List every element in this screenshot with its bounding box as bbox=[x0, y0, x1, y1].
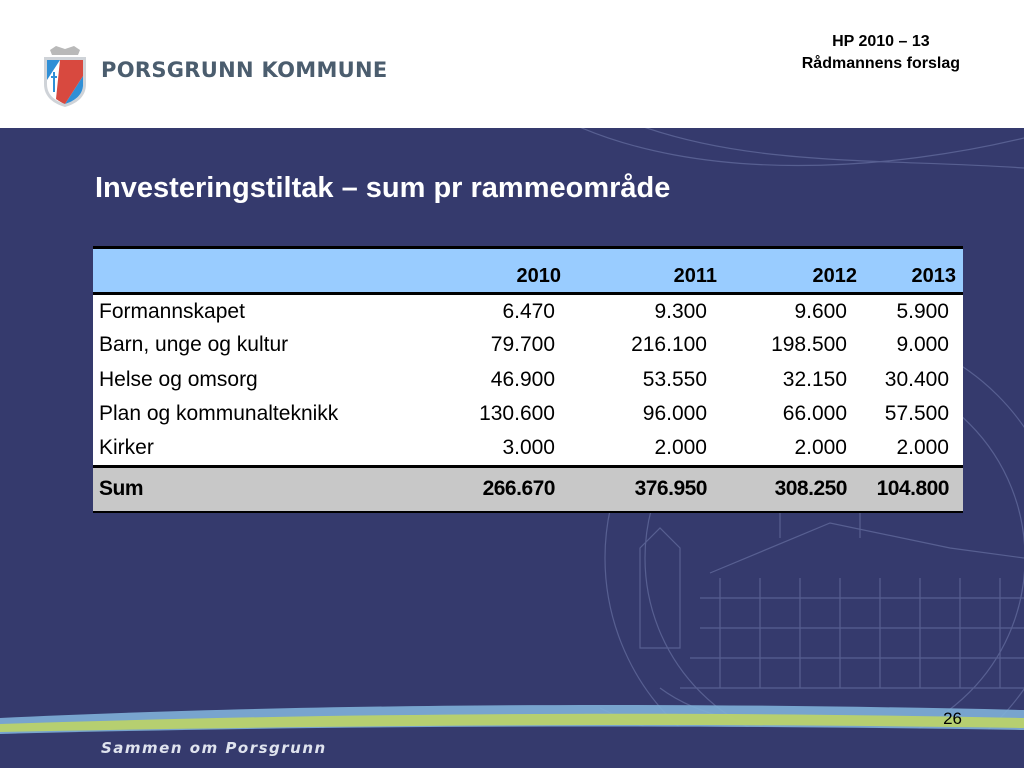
total-label: Sum bbox=[93, 466, 423, 512]
table-row bbox=[93, 328, 963, 363]
column-header-2010: 2010 bbox=[423, 248, 577, 294]
plan-info bbox=[802, 31, 960, 75]
column-header-2011: 2011 bbox=[577, 248, 723, 294]
cell-2012: 198.500 bbox=[771, 333, 847, 357]
slide-body bbox=[0, 128, 1024, 768]
column-header-2012: 2012 bbox=[723, 248, 863, 294]
row-label: Kirker bbox=[99, 436, 154, 459]
cell-2011: 53.550 bbox=[642, 367, 707, 391]
cell-2012: 9.600 bbox=[794, 299, 847, 323]
row-label: Barn, unge og kultur bbox=[99, 333, 289, 357]
slide-header bbox=[0, 0, 1024, 128]
slide-title: Investeringstiltak – sum pr rammeområde bbox=[95, 172, 671, 204]
footer-wave-strip bbox=[0, 696, 1024, 768]
cell-2013: 5.900 bbox=[896, 299, 949, 323]
page-number: 26 bbox=[943, 709, 962, 728]
cell-2011: 9.300 bbox=[654, 299, 707, 323]
cell-2011: 96.000 bbox=[642, 402, 707, 426]
cell-2010: 6.470 bbox=[502, 299, 555, 323]
total-2010: 266.670 bbox=[423, 466, 577, 512]
coat-of-arms-icon bbox=[42, 46, 88, 108]
cell-2012: 32.150 bbox=[782, 367, 847, 391]
total-2013: 104.800 bbox=[863, 466, 963, 512]
cell-2013: 57.500 bbox=[884, 402, 949, 426]
row-label: Plan og kommunalteknikk bbox=[99, 402, 339, 426]
table-row bbox=[93, 363, 963, 398]
plan-line-1: HP 2010 – 13 bbox=[832, 33, 930, 50]
plan-line-2: Rådmannens forslag bbox=[801, 55, 960, 72]
column-header-2013: 2013 bbox=[863, 248, 963, 294]
total-2011: 376.950 bbox=[577, 466, 723, 512]
organization-name: PORSGRUNN KOMMUNE bbox=[101, 58, 388, 82]
table-row bbox=[93, 432, 963, 467]
cell-2013: 30.400 bbox=[884, 367, 949, 391]
total-2012: 308.250 bbox=[723, 466, 863, 512]
table-row bbox=[93, 397, 963, 432]
cell-2010: 130.600 bbox=[479, 402, 555, 426]
cell-2010: 3.000 bbox=[502, 436, 555, 459]
cell-2013: 9.000 bbox=[896, 333, 949, 357]
cell-2012: 66.000 bbox=[782, 402, 847, 426]
investment-table bbox=[93, 246, 963, 513]
table-row bbox=[93, 294, 963, 329]
row-label: Formannskapet bbox=[99, 299, 245, 323]
row-label: Helse og omsorg bbox=[99, 367, 258, 391]
table-header-row bbox=[93, 248, 963, 294]
cell-2010: 46.900 bbox=[490, 367, 555, 391]
cell-2011: 216.100 bbox=[631, 333, 707, 357]
column-header-label bbox=[93, 248, 423, 294]
table-total-row bbox=[93, 466, 963, 512]
slogan: Sammen om Porsgrunn bbox=[101, 739, 327, 757]
cell-2013: 2.000 bbox=[896, 436, 949, 459]
cell-2011: 2.000 bbox=[654, 436, 707, 459]
cell-2012: 2.000 bbox=[794, 436, 847, 459]
cell-2010: 79.700 bbox=[490, 333, 555, 357]
